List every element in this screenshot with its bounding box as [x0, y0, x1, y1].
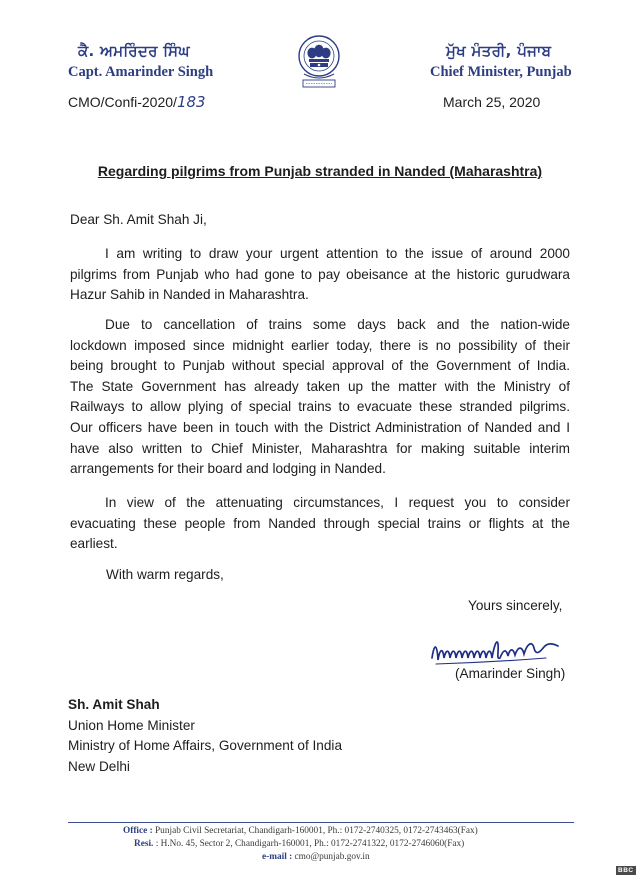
footer-rule: [68, 822, 574, 823]
salutation: Dear Sh. Amit Shah Ji,: [70, 212, 207, 227]
paragraph-line: The State Government has already taken up the matter with the Ministry of: [70, 378, 570, 394]
paragraph-line: have also written to Chief Minister, Maharashtra for making suitable interim: [70, 440, 570, 456]
closing-line: With warm regards,: [106, 567, 224, 582]
letter-date: March 25, 2020: [443, 94, 541, 110]
signatory-name: (Amarinder Singh): [455, 666, 566, 681]
footer-office: Office : Punjab Civil Secretariat, Chandigarh-160001, Ph.: 0172-2740325, 0172-2743463(Fax): [123, 826, 478, 836]
paragraph-line: In view of the attenuating circumstances, I request you to consider: [105, 495, 570, 510]
letterhead-punjabi-title: ਮੁੱਖ ਮੰਤਰੀ, ਪੰਜਾਬ: [446, 42, 552, 60]
paragraph-line: lockdown imposed since midnight earlier today, there is no possibility of their: [70, 337, 570, 353]
recipient-line: Ministry of Home Affairs, Government of India: [68, 738, 342, 753]
paragraph-line: pilgrims from Punjab who had gone to pay obeisance at the historic gurudwara: [70, 266, 570, 282]
reference-number: CMO/Confi-2020/183: [68, 93, 206, 111]
body-paragraph-1: [70, 244, 570, 306]
letterhead-english-title: Chief Minister, Punjab: [430, 64, 572, 80]
recipient-block: [68, 695, 342, 777]
paragraph-line: arrangements for their board and lodging in Nanded.: [70, 461, 386, 477]
paragraph-line: being brought to Punjab without special approval of the Government of India.: [70, 358, 570, 374]
paragraph-line: Hazur Sahib in Nanded in Maharashtra.: [70, 287, 309, 303]
paragraph-line: Railways to allow plying of special trains to evacuate these stranded pilgrims.: [70, 399, 570, 415]
subject-line: Regarding pilgrims from Punjab stranded in Nanded (Maharashtra): [97, 163, 543, 179]
footer-email: e-mail : cmo@punjab.gov.in: [262, 852, 370, 862]
letterhead-english-name: Capt. Amarinder Singh: [68, 64, 214, 80]
bbc-watermark: BBC: [618, 867, 634, 874]
recipient-name: Sh. Amit Shah: [68, 697, 160, 712]
handwritten-ref-number: 183: [176, 93, 206, 111]
handwritten-signature: [428, 630, 568, 670]
paragraph-line: I am writing to draw your urgent attention to the issue of around 2000: [105, 246, 570, 261]
sign-off: Yours sincerely,: [468, 598, 563, 613]
recipient-line: Union Home Minister: [68, 717, 195, 733]
paragraph-line: Our officers have been in touch with the District Administration of Nanded and I: [70, 419, 570, 435]
paragraph-line: earliest.: [70, 536, 118, 552]
body-paragraph-2: [70, 315, 570, 480]
paragraph-line: Due to cancellation of trains some days back and the nation-wide: [105, 317, 570, 332]
paragraph-line: evacuating these people from Nanded through special trains or flights at the: [70, 515, 570, 531]
letterhead-punjabi-name: ਕੈ. ਅਮਰਿੰਦਰ ਸਿੰਘ: [78, 42, 190, 60]
footer-residence: Resi. : H.No. 45, Sector 2, Chandigarh-160001, Ph.: 0172-2741322, 0172-2746060(Fax): [134, 839, 465, 849]
body-paragraph-3: [70, 493, 570, 555]
recipient-line: New Delhi: [68, 758, 130, 774]
state-emblem-icon: [292, 32, 346, 94]
